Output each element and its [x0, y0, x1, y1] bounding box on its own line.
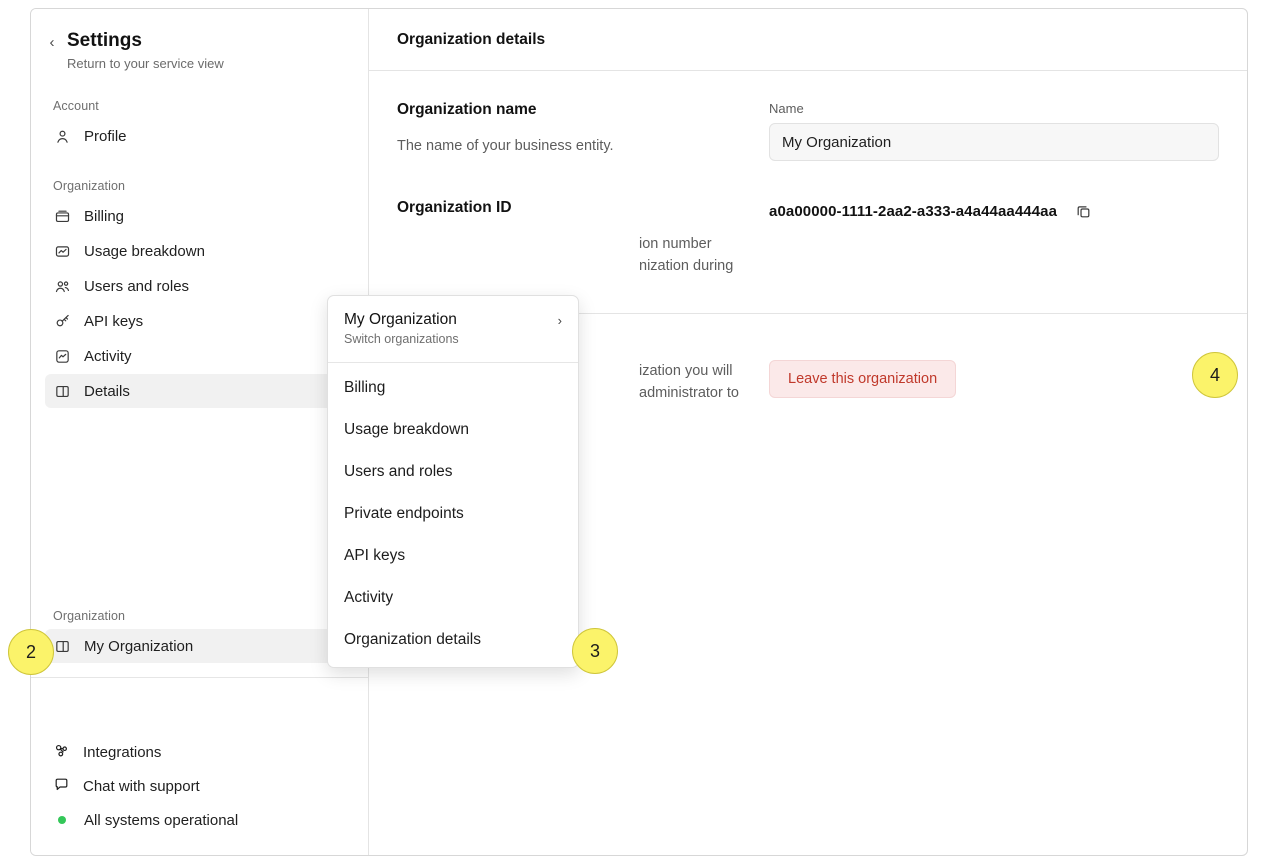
menu-item-users-and-roles[interactable]: Users and roles — [344, 463, 453, 480]
organization-id-info — [397, 199, 769, 277]
details-icon — [53, 382, 71, 400]
activity-icon — [53, 347, 71, 365]
sidebar-item-users-and-roles[interactable] — [45, 269, 354, 303]
organization-name-field-wrap — [769, 101, 1219, 161]
organization-id-description-line2: nization during — [639, 258, 734, 274]
menu-header-title: My Organization — [344, 311, 457, 328]
person-icon — [53, 127, 71, 145]
menu-item-usage-breakdown[interactable]: Usage breakdown — [344, 421, 469, 438]
organization-id-value-wrap — [769, 199, 1219, 277]
menu-item-organization-details[interactable]: Organization details — [344, 631, 481, 648]
chat-icon — [53, 776, 70, 797]
organization-id-value: a0a00000-1111-2aa2-a333-a4a44aa444aa — [769, 203, 1058, 220]
sidebar-title: Settings — [67, 30, 142, 51]
sidebar-item-label: Activity — [84, 347, 132, 365]
settings-window — [30, 8, 1248, 856]
sidebar-footer — [31, 735, 368, 855]
organization-name-info — [397, 101, 769, 161]
organization-switcher-menu — [327, 295, 579, 668]
sidebar-item-details[interactable] — [45, 374, 354, 408]
sidebar-item-label: My Organization — [84, 637, 194, 655]
leave-organization-action — [769, 360, 1219, 404]
sidebar-item-label: Integrations — [83, 743, 162, 761]
callout-marker-2: 2 — [8, 629, 54, 675]
sidebar-item-label: Usage breakdown — [84, 242, 205, 260]
integrations-icon — [53, 742, 70, 763]
callout-marker-4: 4 — [1192, 352, 1238, 398]
leave-organization-description-line1: ization you will — [639, 363, 733, 379]
sidebar-item-label: Billing — [84, 207, 125, 225]
organization-id-title: Organization ID — [397, 199, 512, 216]
sidebar-item-label: All systems operational — [84, 811, 239, 829]
leave-organization-button[interactable]: Leave this organization — [769, 360, 956, 398]
menu-header-my-organization[interactable] — [328, 302, 578, 358]
back-chevron-icon[interactable]: ‹ — [49, 34, 55, 51]
menu-item-billing[interactable]: Billing — [344, 379, 386, 396]
menu-header-subtitle: Switch organizations — [344, 332, 459, 346]
sidebar-item-usage-breakdown[interactable] — [45, 234, 354, 268]
key-icon — [53, 312, 71, 330]
menu-item-activity[interactable]: Activity — [344, 589, 394, 606]
sidebar-item-billing[interactable] — [45, 199, 354, 233]
sidebar-item-label: Chat with support — [83, 777, 200, 795]
sidebar-item-profile[interactable] — [45, 119, 354, 153]
org-icon — [53, 637, 71, 655]
sidebar-subtitle[interactable]: Return to your service view — [67, 56, 224, 71]
sidebar-section-organization-switcher: Organization — [53, 609, 126, 623]
sidebar-item-system-status[interactable] — [45, 803, 354, 837]
status-dot-icon — [58, 816, 66, 824]
sidebar — [31, 9, 369, 855]
people-icon — [53, 277, 71, 295]
organization-name-input[interactable]: My Organization — [769, 123, 1219, 161]
sidebar-item-label: Users and roles — [84, 277, 190, 295]
menu-separator — [328, 362, 578, 363]
copy-icon[interactable] — [1075, 203, 1092, 220]
organization-name-title: Organization name — [397, 101, 537, 118]
credit-card-icon — [53, 207, 71, 225]
sidebar-item-api-keys[interactable] — [45, 304, 354, 338]
organization-name-description: The name of your business entity. — [397, 138, 614, 154]
callout-marker-3: 3 — [572, 628, 618, 674]
sidebar-item-chat-with-support[interactable] — [45, 769, 354, 803]
sidebar-item-integrations[interactable] — [45, 735, 354, 769]
sidebar-item-activity[interactable] — [45, 339, 354, 373]
sidebar-item-label: Details — [84, 382, 130, 400]
chart-box-icon — [53, 242, 71, 260]
sidebar-org-switcher-block — [31, 609, 368, 678]
chevron-right-icon: › — [557, 313, 562, 328]
sidebar-item-my-organization[interactable] — [45, 629, 354, 663]
sidebar-item-label: API keys — [84, 312, 144, 330]
menu-item-api-keys[interactable]: API keys — [344, 547, 406, 564]
organization-id-section — [369, 161, 1247, 277]
sidebar-section-organization: Organization — [53, 179, 126, 193]
sidebar-section-account: Account — [53, 99, 99, 113]
organization-name-section — [369, 71, 1247, 161]
leave-organization-description-line2: administrator to — [639, 385, 739, 401]
organization-id-description-line1: ion number — [639, 236, 712, 252]
menu-item-private-endpoints[interactable]: Private endpoints — [344, 505, 464, 522]
sidebar-header — [31, 9, 368, 73]
name-field-label: Name — [769, 101, 804, 116]
sidebar-divider — [31, 677, 368, 678]
sidebar-item-label: Profile — [84, 127, 127, 145]
page-title: Organization details — [369, 9, 1247, 71]
